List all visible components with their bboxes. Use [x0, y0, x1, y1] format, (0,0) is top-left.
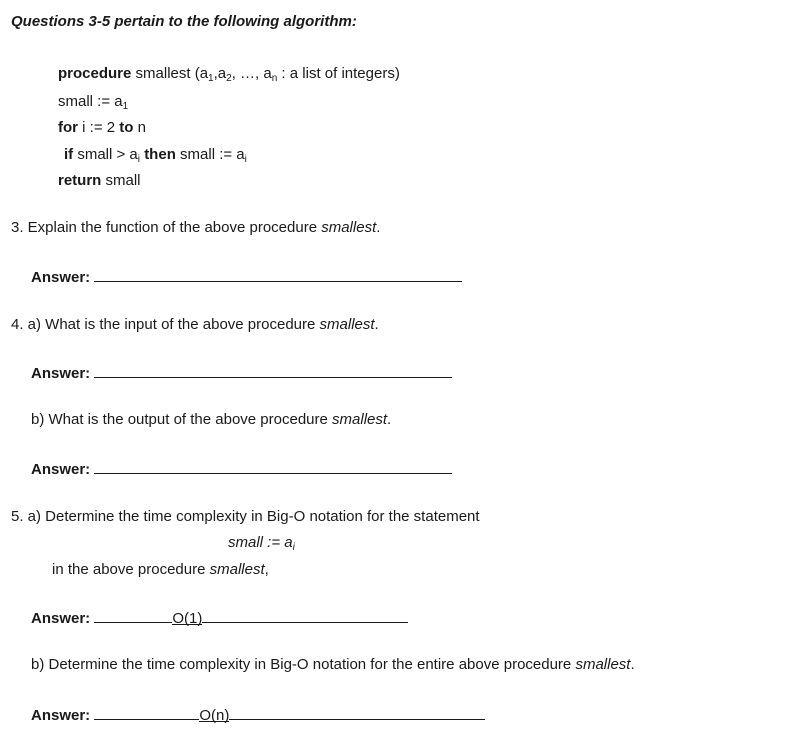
algorithm-line-return: return small [58, 172, 141, 189]
answer-label: Answer: [31, 610, 91, 627]
answer-5b-value[interactable]: O(n) [199, 707, 230, 724]
question-4a: 4. a) What is the input of the above procedure smallest. [11, 316, 379, 333]
algorithm-line-procedure: procedure smallest ($a_1,a_2$, …, $a_n$ : a list of integers) [58, 65, 400, 84]
question-5b: b) Determine the time complexity in Big-O notation for the entire above procedure smallest. [31, 656, 635, 673]
answer-4a [31, 362, 452, 384]
question-5a-cont: in the above procedure smallest, [52, 561, 269, 578]
algorithm-line-for: for i := 2 to n [58, 119, 146, 136]
keyword-then: then [144, 146, 176, 163]
answer-3 [31, 266, 462, 288]
question-4b: b) What is the output of the above procedure smallest. [31, 411, 392, 428]
statement: small := $a_i$ [228, 534, 295, 553]
answer-4a-line[interactable] [94, 362, 452, 378]
answer-5a [31, 607, 408, 629]
answer-5a-value[interactable]: O(1) [172, 610, 203, 627]
algorithm-line-assign: small := $a_1$ [58, 93, 129, 112]
answer-3-line[interactable] [94, 266, 462, 282]
answer-label: Answer: [31, 269, 91, 286]
answer-4b [31, 458, 452, 480]
keyword-if: if [64, 146, 74, 163]
keyword-procedure: procedure [58, 65, 132, 82]
answer-4b-line[interactable] [94, 458, 452, 474]
question-5a: 5. a) Determine the time complexity in Big-O notation for the statement [11, 508, 480, 525]
question-3: 3. Explain the function of the above procedure smallest. [11, 219, 381, 236]
answer-label: Answer: [31, 707, 91, 724]
answer-label: Answer: [31, 365, 91, 382]
answer-5b [31, 704, 485, 726]
algorithm-line-if: if small > $a_i$ then small := $a_i$ [64, 146, 247, 165]
keyword-to: to [119, 119, 134, 136]
keyword-for: for [58, 119, 78, 136]
keyword-return: return [58, 172, 102, 189]
answer-label: Answer: [31, 461, 91, 478]
page-title: Questions 3-5 pertain to the following algorithm: [11, 13, 357, 30]
